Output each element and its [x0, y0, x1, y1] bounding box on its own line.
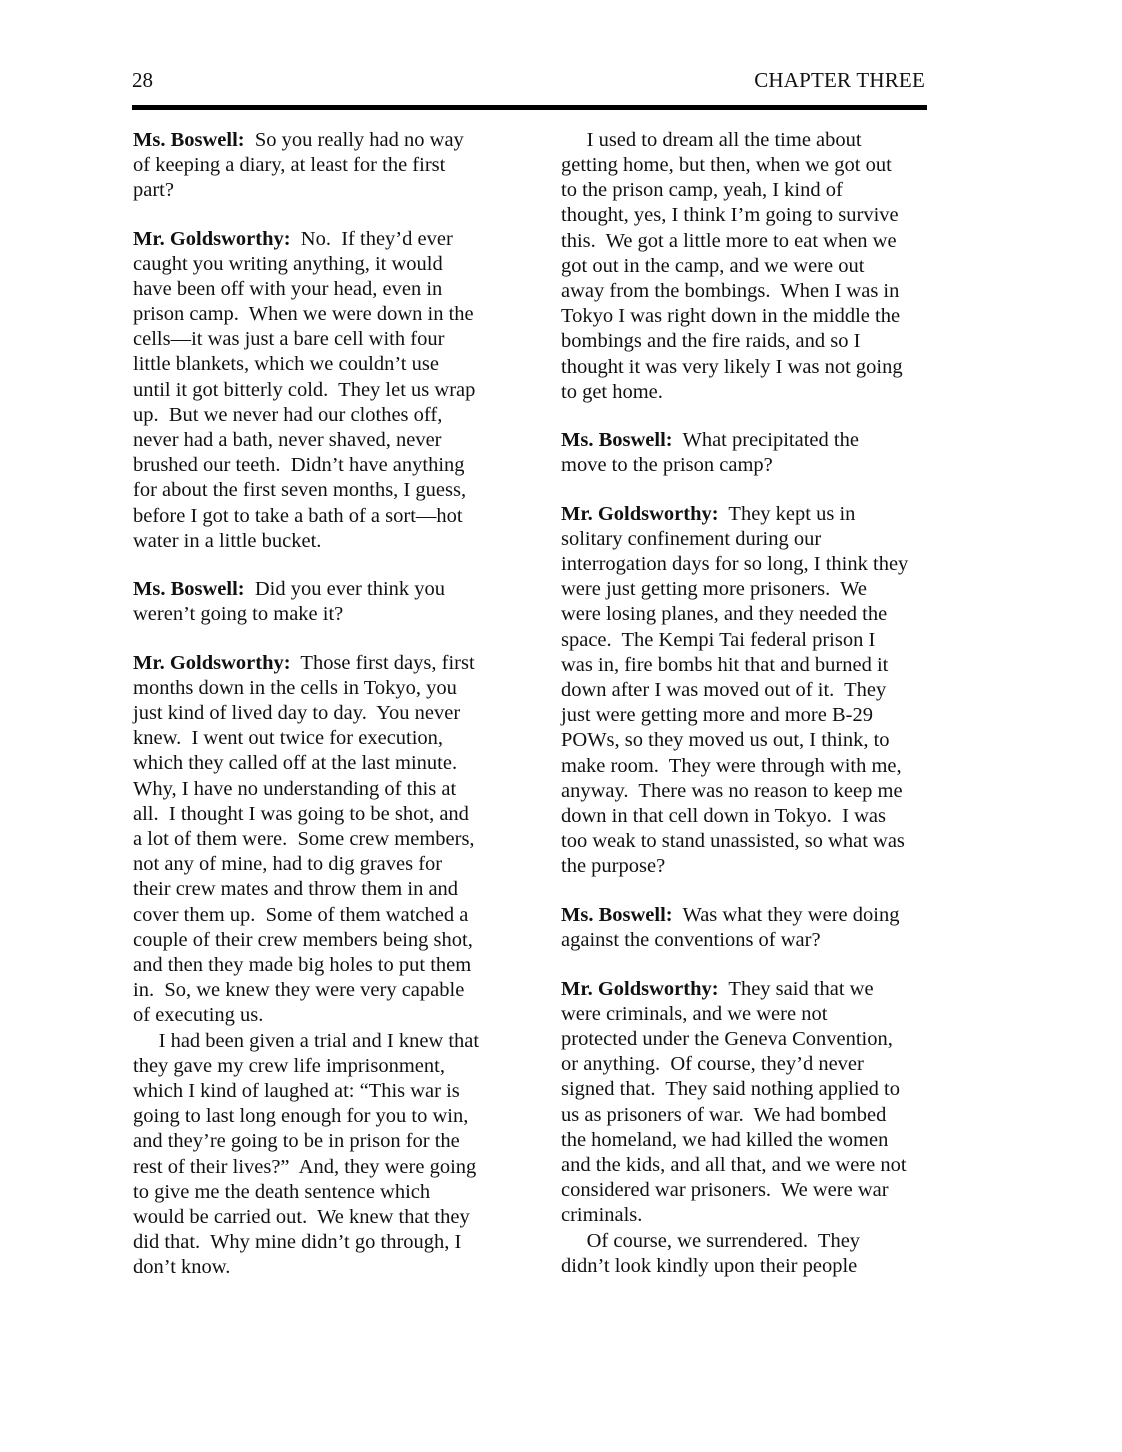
line-text: bombings and the fire raids, and so I	[561, 330, 861, 352]
text-line	[561, 854, 665, 879]
text-line	[133, 676, 457, 701]
line-text: which I kind of laughed at: “This war is	[133, 1080, 460, 1102]
line-text: So you really had no way	[244, 129, 464, 151]
line-text: didn’t look kindly upon their people	[561, 1255, 858, 1277]
line-text: cover them up. Some of them watched a	[133, 904, 469, 926]
line-text: all. I thought I was going to be shot, and	[133, 803, 469, 825]
speaker-name: Mr. Goldsworthy:	[561, 503, 719, 525]
text-line	[133, 1003, 263, 1028]
text-line	[133, 1054, 445, 1079]
line-text: don’t know.	[133, 1256, 231, 1278]
line-text: to give me the death sentence which	[133, 1181, 431, 1203]
text-line	[133, 1255, 230, 1280]
text-line	[561, 779, 903, 804]
line-text: space. The Kempi Tai federal prison I	[561, 629, 876, 651]
page-header	[132, 66, 925, 96]
line-text: would be carried out. We knew that they	[133, 1206, 470, 1228]
text-line	[133, 1029, 479, 1054]
text-line	[561, 453, 773, 478]
text-line	[133, 153, 445, 178]
line-text: of executing us.	[133, 1004, 264, 1026]
line-text: to get home.	[561, 381, 663, 403]
line-text: signed that. They said nothing applied to	[561, 1078, 900, 1100]
text-line	[561, 678, 886, 703]
line-text: Did you ever think you	[244, 578, 446, 600]
text-line	[561, 577, 867, 602]
speaker-line	[133, 577, 445, 602]
line-text: the purpose?	[561, 855, 666, 877]
page-number: 28	[132, 68, 153, 92]
line-text: couple of their crew members being shot,	[133, 929, 473, 951]
text-line	[561, 329, 860, 354]
speaker-name: Ms. Boswell:	[561, 429, 673, 451]
text-line	[133, 352, 439, 377]
speaker-name: Mr. Goldsworthy:	[133, 652, 291, 674]
line-text: were losing planes, and they needed the	[561, 603, 888, 625]
speaker-line	[133, 227, 453, 252]
line-text: the homeland, we had killed the women	[561, 1129, 889, 1151]
text-line	[561, 1254, 857, 1279]
text-line	[561, 1229, 860, 1254]
line-text: was in, fire bombs hit that and burned it	[561, 654, 889, 676]
line-text: their crew mates and throw them in and	[133, 878, 459, 900]
text-line	[561, 1103, 886, 1128]
text-line	[561, 1027, 893, 1052]
text-line	[133, 178, 174, 203]
line-text: months down in the cells in Tokyo, you	[133, 677, 457, 699]
text-line	[561, 829, 905, 854]
text-line	[133, 852, 442, 877]
line-text: prison camp. When we were down in the	[133, 303, 474, 325]
line-text: Those first days, first	[290, 652, 475, 674]
text-line	[133, 602, 343, 627]
line-text: did that. Why mine didn’t go through, I	[133, 1231, 462, 1253]
line-text: thought, yes, I think I’m going to survive	[561, 204, 899, 226]
text-line	[561, 527, 821, 552]
line-text: cells—it was just a bare cell with four	[133, 328, 445, 350]
header-rule	[132, 105, 927, 110]
line-text: going to last long enough for you to win,	[133, 1105, 469, 1127]
text-line	[133, 403, 442, 428]
line-text: Why, I have no understanding of this at	[133, 778, 457, 800]
line-text: They kept us in	[718, 503, 856, 525]
text-line	[133, 1129, 460, 1154]
line-text: not any of mine, had to dig graves for	[133, 853, 443, 875]
text-line	[561, 178, 843, 203]
text-line	[133, 1180, 430, 1205]
line-text: in. So, we knew they were very capable	[133, 979, 465, 1001]
line-text: they gave my crew life imprisonment,	[133, 1055, 445, 1077]
text-line	[133, 529, 321, 554]
line-text: never had a bath, never shaved, never	[133, 429, 442, 451]
line-text: solitary confinement during our	[561, 528, 822, 550]
line-text: or anything. Of course, they’d never	[561, 1053, 864, 1075]
line-text: anyway. There was no reason to keep me	[561, 780, 903, 802]
line-text: of keeping a diary, at least for the first	[133, 154, 446, 176]
line-text: too weak to stand unassisted, so what was	[561, 830, 905, 852]
line-text: to the prison camp, yeah, I kind of	[561, 179, 843, 201]
text-line	[133, 726, 443, 751]
text-line	[561, 355, 903, 380]
text-line	[133, 453, 465, 478]
line-text: Was what they were doing	[672, 904, 900, 926]
text-line	[133, 802, 469, 827]
text-line	[561, 628, 875, 653]
text-line	[133, 428, 442, 453]
line-text: have been off with your head, even in	[133, 278, 443, 300]
speaker-name: Mr. Goldsworthy:	[133, 228, 291, 250]
text-line	[561, 754, 902, 779]
text-line	[561, 1128, 888, 1153]
text-line	[133, 751, 457, 776]
text-line	[133, 1079, 460, 1104]
line-text: considered war prisoners. We were war	[561, 1179, 889, 1201]
line-text: make room. They were through with me,	[561, 755, 902, 777]
text-line	[133, 928, 473, 953]
text-line	[561, 304, 900, 329]
line-text: this. We got a little more to eat when we	[561, 230, 897, 252]
text-line	[133, 327, 444, 352]
text-line	[133, 302, 474, 327]
line-text: move to the prison camp?	[561, 454, 773, 476]
text-line	[133, 1230, 461, 1255]
line-text: criminals.	[561, 1204, 643, 1226]
line-text: brushed our teeth. Didn’t have anything	[133, 454, 465, 476]
speaker-line	[561, 428, 859, 453]
text-line	[561, 128, 862, 153]
text-line	[561, 229, 897, 254]
line-text: down in that cell down in Tokyo. I was	[561, 805, 887, 827]
text-line	[133, 777, 456, 802]
text-line	[561, 203, 899, 228]
line-text: knew. I went out twice for execution,	[133, 727, 444, 749]
text-line	[561, 254, 864, 279]
line-text: just kind of lived day to day. You never	[133, 702, 461, 724]
line-text: against the conventions of war?	[561, 929, 821, 951]
line-text: weren’t going to make it?	[133, 603, 344, 625]
line-text: away from the bombings. When I was in	[561, 280, 900, 302]
speaker-line	[133, 128, 464, 153]
line-text: water in a little bucket.	[133, 530, 322, 552]
line-text: getting home, but then, when we got out	[561, 154, 892, 176]
text-line	[561, 653, 888, 678]
text-line	[561, 728, 890, 753]
line-text: which they called off at the last minute.	[133, 752, 458, 774]
text-line	[561, 1002, 827, 1027]
text-line	[133, 701, 460, 726]
speaker-line	[561, 903, 899, 928]
line-text: interrogation days for so long, I think they	[561, 553, 909, 575]
line-text: were just getting more prisoners. We	[561, 578, 867, 600]
line-text: and then they made big holes to put them	[133, 954, 472, 976]
text-line	[561, 928, 821, 953]
line-text: until it got bitterly cold. They let us wrap	[133, 379, 476, 401]
text-line	[133, 1155, 476, 1180]
text-line	[133, 277, 442, 302]
text-line	[561, 1052, 864, 1077]
speaker-line	[561, 502, 855, 527]
speaker-line	[561, 977, 874, 1002]
line-text: caught you writing anything, it would	[133, 253, 443, 275]
text-line	[561, 279, 899, 304]
line-text: I used to dream all the time about	[561, 129, 862, 151]
line-text: little blankets, which we couldn’t use	[133, 353, 439, 375]
text-line	[561, 552, 908, 577]
text-line	[133, 827, 475, 852]
line-text: just were getting more and more B-29	[561, 704, 873, 726]
text-line	[133, 378, 475, 403]
text-line	[561, 380, 663, 405]
text-line	[133, 903, 468, 928]
line-text: got out in the camp, and we were out	[561, 255, 865, 277]
line-text: No. If they’d ever	[290, 228, 453, 250]
line-text: a lot of them were. Some crew members,	[133, 828, 475, 850]
speaker-name: Ms. Boswell:	[133, 578, 245, 600]
text-line	[561, 1077, 900, 1102]
text-line	[561, 602, 887, 627]
speaker-name: Ms. Boswell:	[133, 129, 245, 151]
line-text: us as prisoners of war. We had bombed	[561, 1104, 887, 1126]
text-line	[133, 1205, 470, 1230]
text-line	[561, 1203, 642, 1228]
line-text: POWs, so they moved us out, I think, to	[561, 729, 890, 751]
line-text: thought it was very likely I was not going	[561, 356, 903, 378]
speaker-name: Ms. Boswell:	[561, 904, 673, 926]
text-line	[133, 978, 464, 1003]
line-text: What precipitated the	[672, 429, 859, 451]
text-line	[133, 953, 471, 978]
text-line	[561, 1178, 889, 1203]
text-line	[133, 1104, 468, 1129]
line-text: up. But we never had our clothes off,	[133, 404, 443, 426]
chapter-title: CHAPTER THREE	[754, 68, 925, 92]
text-line	[561, 804, 886, 829]
line-text: Of course, we surrendered. They	[561, 1230, 861, 1252]
text-line	[561, 703, 873, 728]
text-line	[561, 1153, 907, 1178]
text-line	[133, 252, 443, 277]
line-text: down after I was moved out of it. They	[561, 679, 887, 701]
text-line	[133, 877, 458, 902]
line-text: were criminals, and we were not	[561, 1003, 828, 1025]
line-text: part?	[133, 179, 174, 201]
line-text: I had been given a trial and I knew that	[133, 1030, 480, 1052]
line-text: before I got to take a bath of a sort—hot	[133, 505, 463, 527]
line-text: and they’re going to be in prison for the	[133, 1130, 460, 1152]
line-text: They said that we	[718, 978, 874, 1000]
line-text: for about the first seven months, I guess,	[133, 479, 467, 501]
text-line	[561, 153, 892, 178]
text-line	[133, 478, 466, 503]
line-text: and the kids, and all that, and we were not	[561, 1154, 907, 1176]
text-line	[133, 504, 463, 529]
line-text: rest of their lives?” And, they were going	[133, 1156, 477, 1178]
speaker-name: Mr. Goldsworthy:	[561, 978, 719, 1000]
line-text: Tokyo I was right down in the middle the	[561, 305, 901, 327]
line-text: protected under the Geneva Convention,	[561, 1028, 893, 1050]
speaker-line	[133, 651, 475, 676]
